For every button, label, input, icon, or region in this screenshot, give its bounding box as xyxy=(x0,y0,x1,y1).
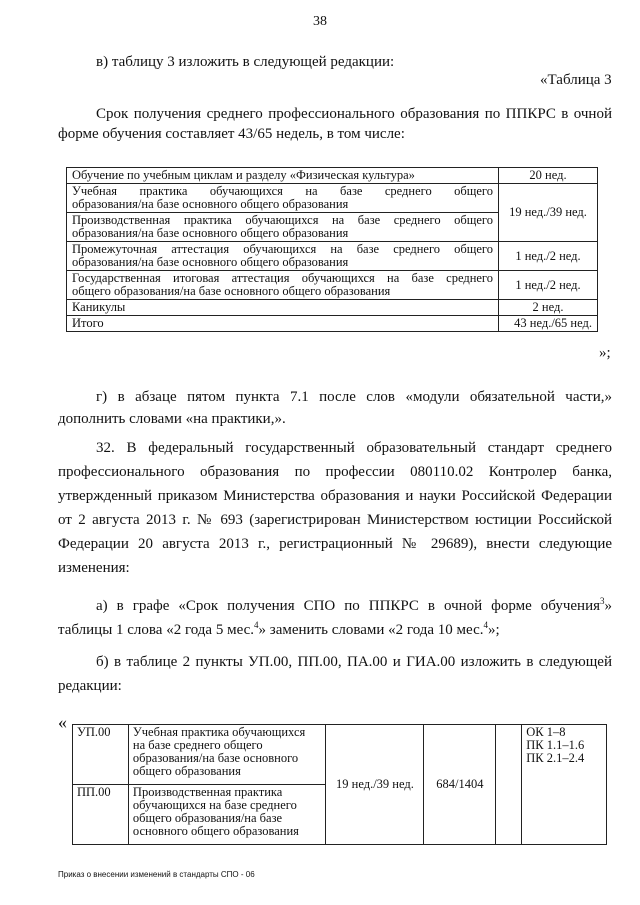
table2-text-cell xyxy=(128,785,326,845)
paragraph-a-text: » xyxy=(604,598,612,614)
table2-text: обучающихся на базе среднего xyxy=(132,798,297,812)
table2-text: Учебная практика обучающихся xyxy=(132,725,306,739)
table3-value-cell: 43 нед./65 нед. xyxy=(499,316,598,332)
table2-text: общего образования/на базе xyxy=(132,811,283,825)
table3-label: Обучение по учебным циклам и разделу «Физическая культура» xyxy=(72,168,415,182)
table3-closing: »; xyxy=(599,345,611,361)
table-2 xyxy=(72,724,607,845)
table2-open-quote: « xyxy=(58,712,67,732)
table2-code-cell: УП.00 xyxy=(73,725,129,785)
table2-code-cell: ПП.00 xyxy=(73,785,129,845)
paragraph-32-body xyxy=(58,460,612,580)
paragraph-srok xyxy=(96,104,612,124)
table3-label: Государственная итоговая аттестация обучающихся на базе среднего xyxy=(72,271,493,285)
footnote-ref: 3 xyxy=(600,596,605,606)
paragraph-srok-line-1: Срок получения среднего профессионального образования по ППКРС в очной xyxy=(96,106,612,122)
table2-text: Производственная практика xyxy=(132,785,283,799)
table3-label-cell xyxy=(67,168,499,184)
paragraph-a xyxy=(96,596,612,616)
paragraph-32-line: изменения: xyxy=(58,560,130,576)
table2-text: основного общего образования xyxy=(132,824,299,838)
table2-text-cell xyxy=(128,725,326,785)
paragraph-a-line-1 xyxy=(96,596,612,616)
table3-value-cell: 19 нед./39 нед. xyxy=(499,184,598,242)
paragraph-b xyxy=(96,652,612,672)
paragraph-a-text: таблицы 1 слова «2 года 5 мес. xyxy=(58,622,255,638)
table-row xyxy=(67,271,598,300)
table2-text: общего образования xyxy=(132,764,241,778)
paragraph-a-text: а) в графе «Срок получения СПО по ППКРС в очной форме обучения xyxy=(96,598,600,614)
table2-empty-cell xyxy=(496,725,522,845)
table3-label: Учебная практика обучающихся на базе среднего общего xyxy=(72,184,493,198)
competency: ПК 1.1–1.6 xyxy=(526,738,585,752)
table-row xyxy=(67,316,598,332)
paragraph-b-line-2: редакции: xyxy=(58,678,122,694)
table-3 xyxy=(66,167,598,332)
paragraph-32 xyxy=(96,436,612,460)
table3-value-cell: 1 нед./2 нед. xyxy=(499,271,598,300)
table-row xyxy=(67,300,598,316)
intro-v: в) таблицу 3 изложить в следующей редакции: xyxy=(96,54,395,70)
table3-label: Каникулы xyxy=(72,300,126,314)
table3-value-cell: 1 нед./2 нед. xyxy=(499,242,598,271)
table3-value-cell: 20 нед. xyxy=(499,168,598,184)
paragraph-32-line: Федерации 20 августа 2013 г., регистрационный № 29689), внести следующие xyxy=(58,536,612,552)
table3-label-cell xyxy=(67,184,499,213)
paragraph-a-line-2 xyxy=(58,620,500,640)
table2-hours-cell: 684/1404 xyxy=(424,725,496,845)
paragraph-32-line: 32. В федеральный государственный образовательный стандарт среднего xyxy=(96,440,612,456)
table3-label: Производственная практика обучающихся на базе среднего общего xyxy=(72,213,493,227)
table-row xyxy=(67,242,598,271)
footnote-ref: 4 xyxy=(483,620,488,630)
table3-value-cell: 2 нед. xyxy=(499,300,598,316)
table-row xyxy=(67,184,598,213)
table3-label-cell xyxy=(67,213,499,242)
table3-label-cell xyxy=(67,242,499,271)
table2-competencies-cell xyxy=(522,725,607,845)
table-row xyxy=(67,168,598,184)
table3-label: образования/на базе основного общего образования xyxy=(72,197,349,211)
table3-label-cell xyxy=(67,271,499,300)
table3-label: Итого xyxy=(72,316,104,330)
paragraph-srok-line-2: форме обучения составляет 43/65 недель, в том числе: xyxy=(58,126,405,142)
paragraph-32-line: от 2 августа 2013 г. № 693 (зарегистрирован Министерством юстиции Российской xyxy=(58,512,612,528)
table2-weeks-cell: 19 нед./39 нед. xyxy=(326,725,424,845)
paragraph-32-line: утвержденный приказом Министерства образования и науки Российской Федерации xyxy=(58,488,612,504)
table3-label: образования/на базе основного общего образования xyxy=(72,226,349,240)
paragraph-a-text: » заменить словами «2 года 10 мес. xyxy=(258,622,484,638)
competency: ОК 1–8 xyxy=(526,725,566,739)
paragraph-a-text: »; xyxy=(488,622,500,638)
table2-text: образования/на базе основного xyxy=(132,751,299,765)
table3-caption: «Таблица 3 xyxy=(540,72,612,88)
table3-label-cell xyxy=(67,316,499,332)
paragraph-32-line: профессионального образования по профессии 080110.02 Контролер банка, xyxy=(58,464,612,480)
table3-label: общего образования/на базе основного общего образования xyxy=(72,284,391,298)
paragraph-g-line-2: дополнить словами «на практики,». xyxy=(58,411,286,427)
footnote-ref: 4 xyxy=(254,620,259,630)
paragraph-b-line-1: б) в таблице 2 пункты УП.00, ПП.00, ПА.00 и ГИА.00 изложить в следующей xyxy=(96,654,612,670)
paragraph-g-line-1: г) в абзаце пятом пункта 7.1 после слов «модули обязательной части,» xyxy=(96,389,612,405)
competency: ПК 2.1–2.4 xyxy=(526,751,585,765)
table3-label-cell xyxy=(67,300,499,316)
table-row xyxy=(73,725,607,785)
footer: Приказ о внесении изменений в стандарты СПО - 06 xyxy=(58,870,255,879)
page-number: 38 xyxy=(313,14,327,29)
table3-label: Промежуточная аттестация обучающихся на базе среднего общего xyxy=(72,242,493,256)
paragraph-g xyxy=(96,387,612,407)
table2-text: на базе среднего общего xyxy=(132,738,263,752)
table3-label: образования/на базе основного общего образования xyxy=(72,255,349,269)
